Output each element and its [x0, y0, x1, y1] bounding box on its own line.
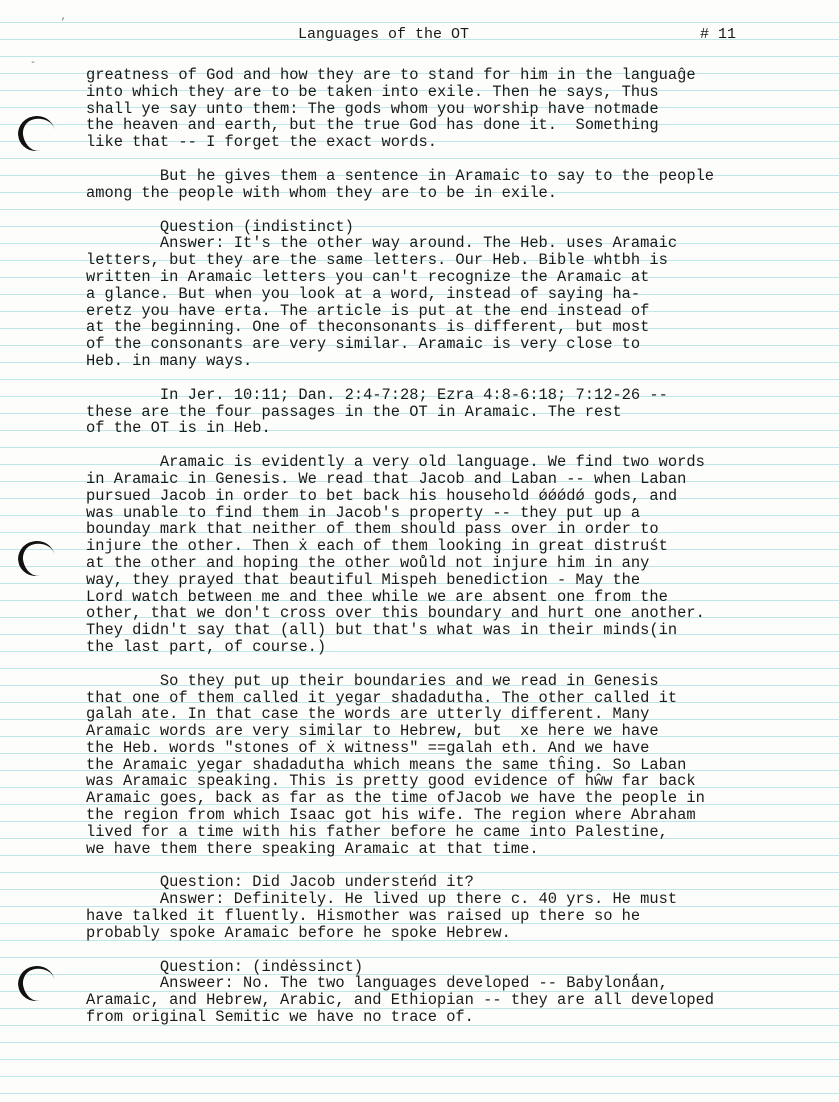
- answer-paragraph: Answer: Definitely. He lived up there c. 40 yrs. He must have talked it fluently. Hismother was raised up there so he probably spoke Aramaic before he spoke Hebrew.: [86, 890, 678, 942]
- paragraph: But he gives them a sentence in Aramaic to say to the people among the people with whom they are to be in exile.: [86, 166, 715, 202]
- binder-hole-mark: [15, 113, 58, 155]
- question-line: Question (indistinct): [86, 217, 354, 236]
- document-body: [86, 67, 826, 1043]
- paragraph: greatness of God and how they are to stand for him in the languaĝe into which they are to be taken into exile. Then he says, Thus shall ye say unto them: The gods whom you worship have notmade the heaven and earth, but the true God has done it. Something like that -- I forget the exact words.: [86, 66, 696, 152]
- stray-mark: ’: [60, 18, 67, 29]
- answer-paragraph: Answer: It's the other way around. The Heb. uses Aramaic letters, but they are the same letters. Our Heb. Bible whtbh is written in Aramaic letters you can't recognize the Aramaic at a glance. But when you look at a word, instead of saying ha- eretz you have erta. The article is put at the end instead of at the beginning. One of theconsonants is different, but most of the consonants are very similar. Aramaic is very close to Heb. in many ways.: [86, 234, 678, 370]
- stray-mark: -: [30, 58, 37, 69]
- paragraph: In Jer. 10:11; Dan. 2:4-7:28; Ezra 4:8-6:18; 7:12-26 -- these are the four passages in the OT in Aramaic. The rest of the OT is in Heb.: [86, 385, 668, 438]
- paragraph: Aramaic is evidently a very old language. We find two words in Aramaic in Genesis. We read that Jacob and Laban -- when Laban pursued Jacob in order to bet back his household ǿǿǿdǿ gods, and was unable to find them in Jacob's property -- they put up a bounday mark that neither of them should pass over in order to injure the other. Then ẋ each of them looking in great distruśt at the other and hoping the other woůld not injure him in any way, they prayed that beautiful Mispeh benediction - May the Lord watch between me and thee while we are absent one from the other, that we don't cross over this boundary and hurt one another. They didn't say that (all) but that's what was in their minds(in the last part, of course.): [86, 453, 705, 656]
- binder-hole-mark: [15, 538, 58, 580]
- binder-hole-mark: [15, 963, 58, 1005]
- question-line: Question: (indėssinct): [86, 957, 364, 976]
- page-title: Languages of the OT: [298, 26, 470, 43]
- paragraph: So they put up their boundaries and we read in Genesis that one of them called it yegar shadadutha. The other called it galah ate. In that case the words are utterly different. Many Aramaic words are very similar to Hebrew, but xe here we have the Heb. words "stones of ẋ witness" ==galah eth. And we have the Aramaic yegar shadadutha which means the same tĥing. So Laban was Aramaic speaking. This is pretty good evidence of hŵw far back Aramaic goes, back as far as the time ofJacob we have the people in the region from which Isaac got his wife. The region where Abraham lived for a time with his father before he came into Palestine, we have them there speaking Aramaic at that time.: [86, 671, 705, 858]
- answer-paragraph: Answeer: No. The two languages developed -- Babylonǻan, Aramaic, and Hebrew, Arabic, and Ethiopian -- they are all developed from original Semitic we have no trace of.: [86, 974, 715, 1027]
- question-line: Question: Did Jacob understeńd it?: [86, 873, 474, 892]
- page-number: # 11: [700, 26, 737, 43]
